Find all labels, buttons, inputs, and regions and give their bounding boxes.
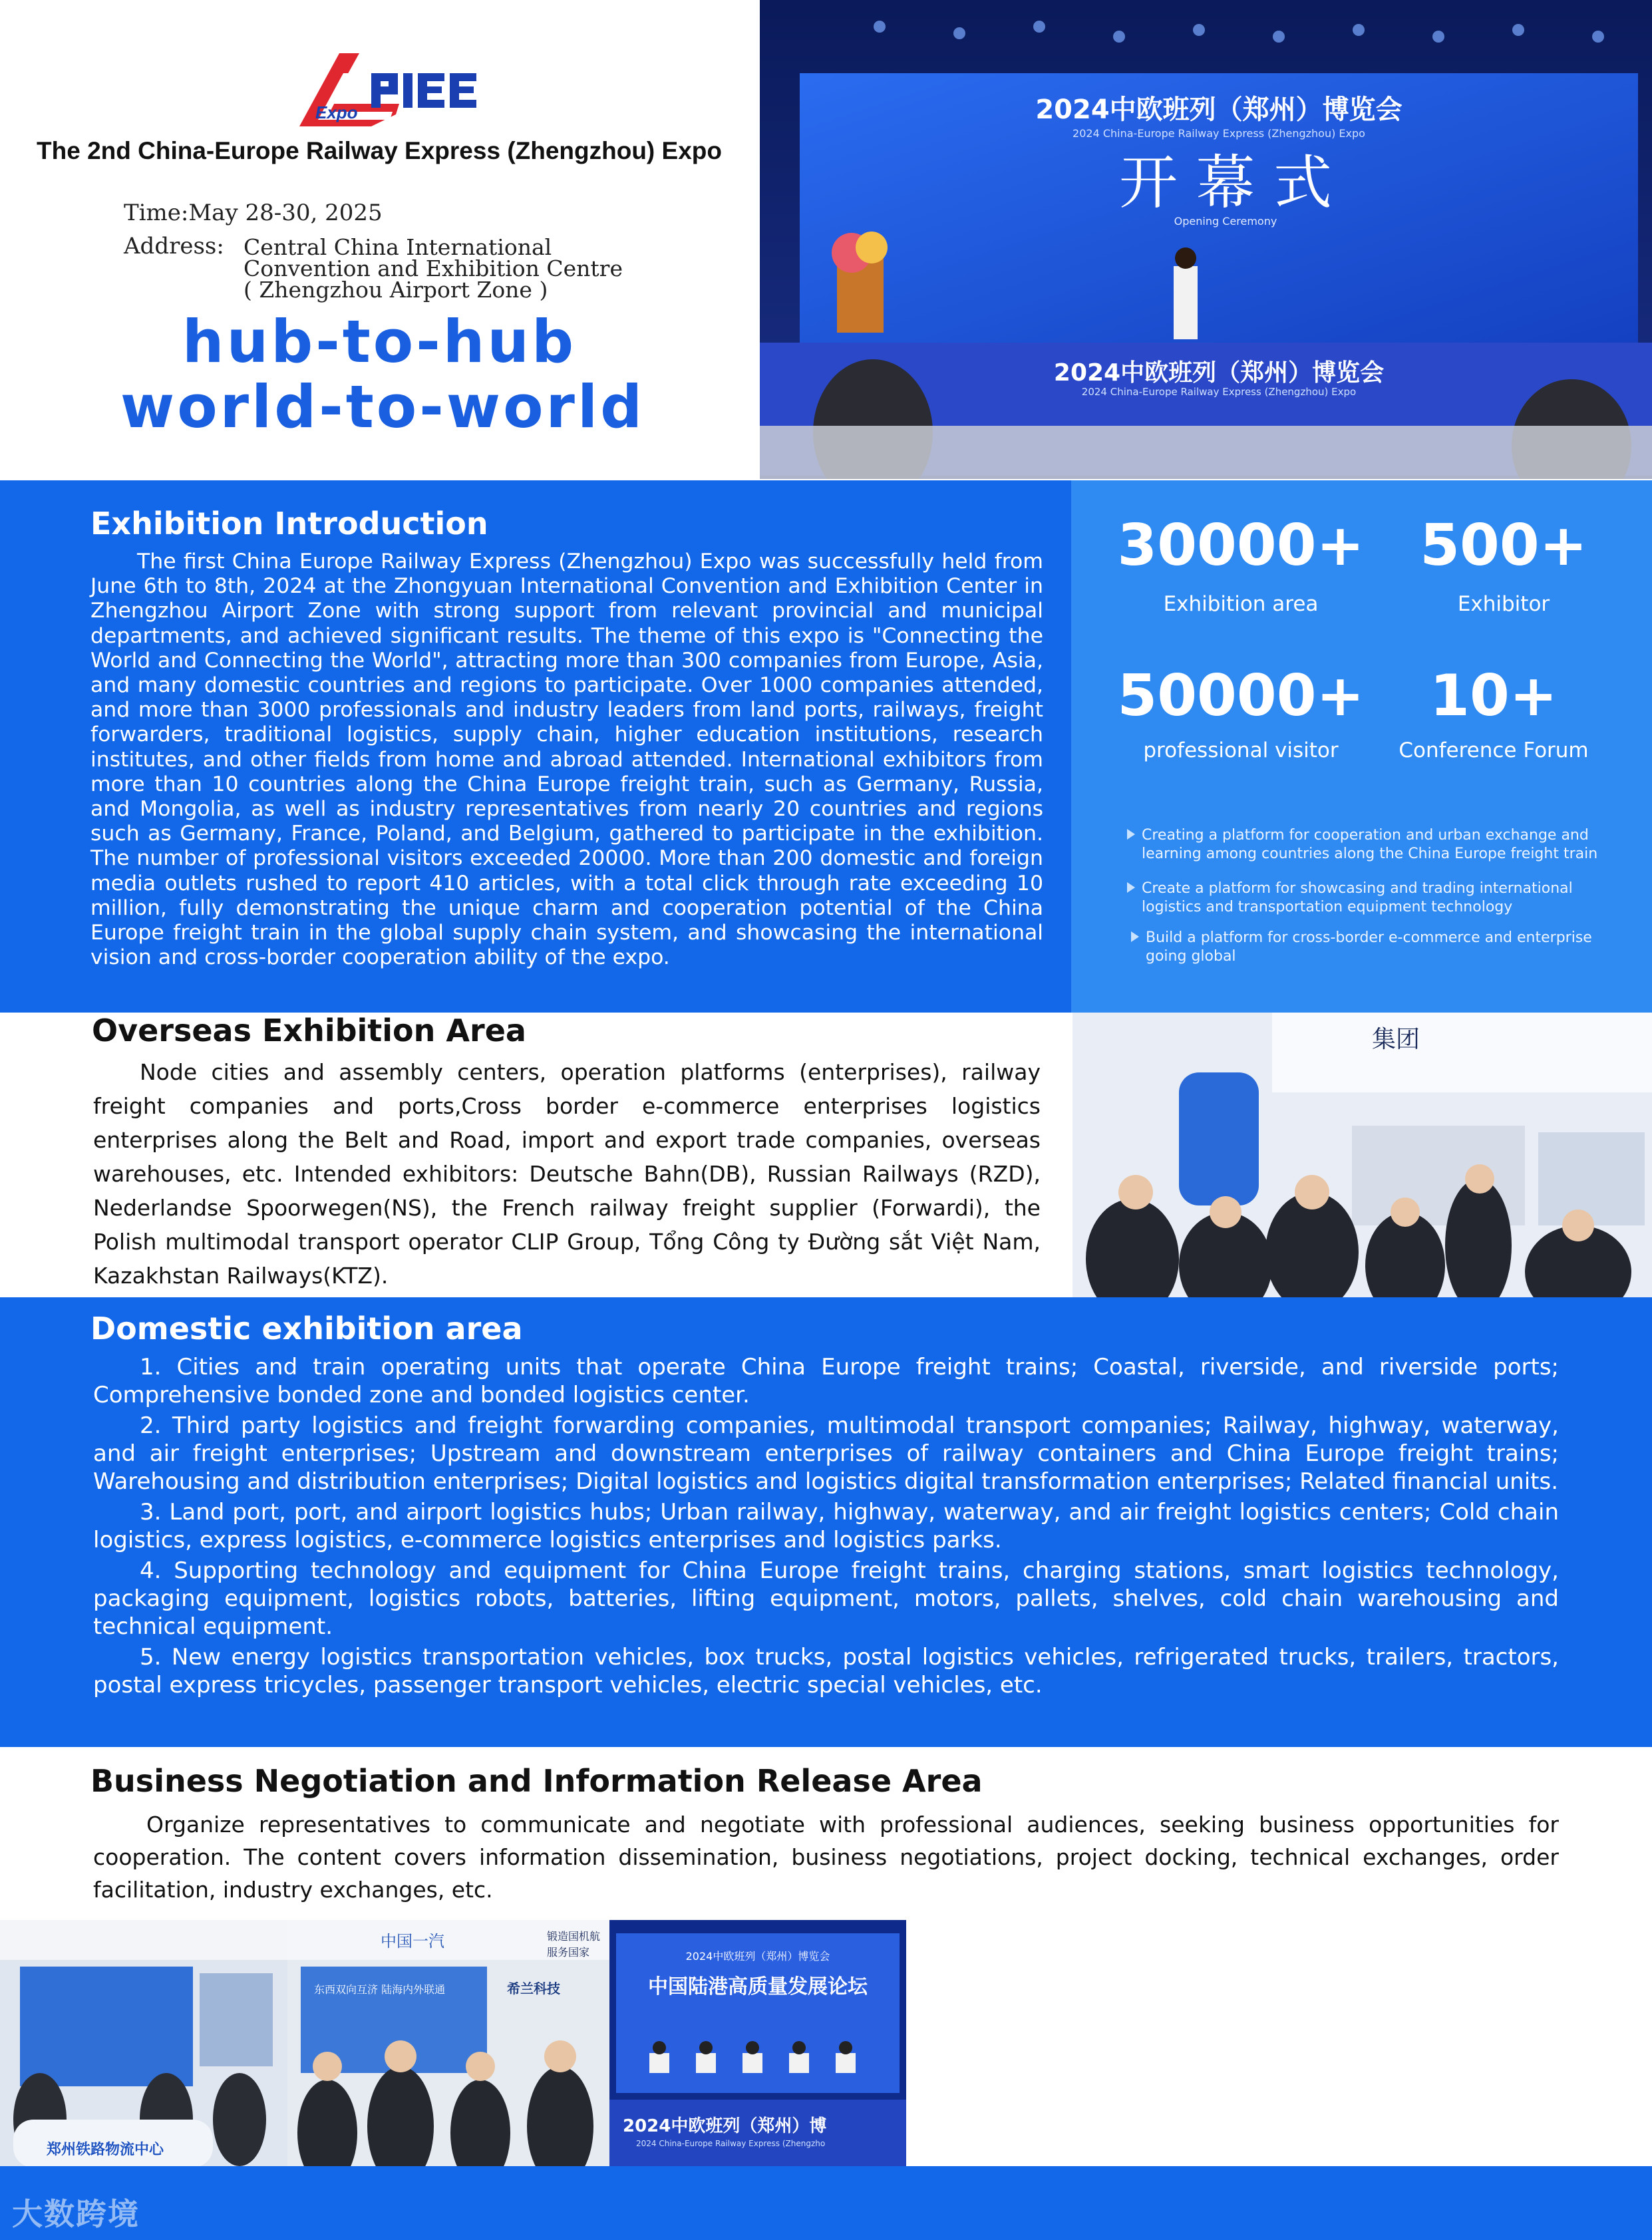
address-line-2: Convention and Exhibition Centre [244, 255, 623, 281]
domestic-item: 2. Third party logistics and freight forwarding companies, multimodal transport companies; Railway, highway, waterway, and air freight enterprises; Upstream and downstream enterprises of railway containers and China Europe freight trains; Warehousing and distribution enterprises; Digital logistics and logistics digital transformation enterprises; Related financial units. [93, 1412, 1559, 1495]
footer-bar [0, 2166, 1652, 2240]
stage-banner-subtitle: 2024 China-Europe Railway Express (Zhengzhou) Expo [1081, 386, 1357, 398]
stat-exhibitor-label: Exhibitor [1457, 592, 1550, 616]
triangle-bullet-icon [1131, 931, 1139, 942]
screen-ceremony-en: Opening Ceremony [1174, 215, 1277, 228]
domestic-item: 1. Cities and train operating units that operate China Europe freight trains; Coastal, riverside, and riverside ports; Comprehensive bonded zone and bonded logistics center. [93, 1354, 1559, 1408]
expo-title: The 2nd China-Europe Railway Express (Zhengzhou) Expo [37, 137, 722, 164]
sign-forge: 锻造国机航 [547, 1930, 601, 1943]
domestic-item: 5. New energy logistics transportation vehicles, box trucks, postal logistics vehicles, refrigerated trucks, trailers, tractors, postal express tricycles, passenger transport vehicles, electric special vehicles, etc. [93, 1644, 1559, 1698]
opening-ceremony-photo [760, 0, 1652, 479]
stat-forum-value: 10+ [1430, 663, 1558, 729]
stat-visitor-value: 50000+ [1117, 663, 1365, 729]
bullet-item [1146, 929, 1625, 966]
slogan-line-2: world-to-world [120, 373, 645, 441]
screen-banner-subtitle: 2024 China-Europe Railway Express (Zhengzhou) Expo [1073, 127, 1365, 140]
booth-photo-rail-logistics [0, 1920, 287, 2167]
booth-photo-visitors [287, 1920, 609, 2167]
expo-time: Time:May 28-30, 2025 [124, 200, 383, 226]
watermark-brand: 大数跨境 [12, 2196, 140, 2232]
bullet-text: Create a platform for showcasing and trading international logistics and transportation equipment technology [1142, 880, 1573, 915]
cree-logo [293, 48, 506, 134]
overseas-booth-photo [1073, 1013, 1652, 1297]
address-label: Address: [124, 233, 224, 259]
bullet-text: Build a platform for cross-border e-commerce and enterprise going global [1146, 929, 1592, 965]
triangle-bullet-icon [1127, 882, 1135, 893]
domestic-title: Domestic exhibition area [90, 1311, 523, 1347]
bullet-item [1142, 880, 1621, 917]
rail-center-sign: 郑州铁路物流中心 [47, 2142, 164, 2158]
sign-serve: 服务国家 [547, 1946, 590, 1959]
screen-big-chars: 开 幕 式 [1119, 148, 1332, 217]
company-sign: 希兰科技 [507, 1981, 560, 1997]
domestic-item: 3. Land port, port, and airport logistics hubs; Urban railway, highway, waterway, and air freight logistics centers; Cold chain logistics, express logistics, e-commerce logistics enterprises and logistics parks. [93, 1499, 1559, 1553]
overseas-body: Node cities and assembly centers, operation platforms (enterprises), railway freight companies and ports,Cross border e-commerce enterprises logistics enterprises along the Belt and Road, import and export trade companies, overseas warehouses, etc. Intended exhibitors: Deutsche Bahn(DB), Russian Railways (RZD), Nederlandse Spoorwegen(NS), the French railway freight supplier (Forwardi), the Polish multimodal transport operator CLIP Group, Tổng Công ty Đường sắt Việt Nam, Kazakhstan Railways(KTZ). [93, 1059, 1041, 1289]
booth-sign: 集团 [1372, 1026, 1420, 1053]
domestic-item: 4. Supporting technology and equipment for China Europe freight trains, charging stations, smart logistics technology, packaging equipment, logistics robots, batteries, lifting equipment, motors, pallets, shelves, cold chain warehousing and technical equipment. [93, 1557, 1559, 1640]
intro-title: Exhibition Introduction [90, 506, 488, 542]
business-body: Organize representatives to communicate and negotiate with professional audiences, seeking business opportunities for cooperation. The content covers information dissemination, business negotiations, project docking, technical exchanges, order facilitation, industry exchanges, etc. [93, 1812, 1559, 1903]
address-line-3: ( Zhengzhou Airport Zone ) [244, 277, 548, 303]
forum-header: 2024中欧班列（郑州）博览会 [685, 1950, 830, 1963]
slogan-line-1: hub-to-hub [182, 307, 577, 376]
bullet-item [1142, 826, 1621, 864]
overseas-title: Overseas Exhibition Area [92, 1013, 526, 1048]
stage-banner-title: 2024中欧班列（郑州）博览会 [1053, 359, 1385, 387]
forum-stage-photo [609, 1920, 906, 2167]
screen-banner-title: 2024中欧班列（郑州）博览会 [1035, 94, 1403, 125]
triangle-bullet-icon [1127, 829, 1135, 840]
faw-sign: 中国一汽 [381, 1932, 444, 1951]
logo-expo-text: Expo [315, 102, 358, 122]
address-line-1: Central China International [244, 234, 552, 260]
stat-forum-label: Conference Forum [1399, 738, 1589, 762]
stat-exhibitor-value: 500+ [1420, 512, 1587, 579]
stat-exhibition-area-value: 30000+ [1117, 512, 1365, 579]
bullet-text: Creating a platform for cooperation and urban exchange and learning among countries along the China Europe freight train [1142, 827, 1598, 862]
forum-banner: 2024中欧班列（郑州）博 [623, 2116, 827, 2136]
stat-exhibition-area-label: Exhibition area [1163, 592, 1319, 616]
forum-banner-sub: 2024 China-Europe Railway Express (Zhengzho [636, 2139, 826, 2148]
forum-title: 中国陆港高质量发展论坛 [648, 1975, 868, 1999]
booth-slogan: 东西双向互济 陆海内外联通 [314, 1983, 446, 1996]
domestic-list [93, 1353, 1559, 1702]
business-title: Business Negotiation and Information Release Area [90, 1763, 983, 1799]
intro-body: The first China Europe Railway Express (Zhengzhou) Expo was successfully held from June 6th to 8th, 2024 at the Zhongyuan International Convention and Exhibition Center in Zhengzhou Airport Zone with strong support from relevant provincial and municipal departments, and achieved significant results. The theme of this expo is "Connecting the World and Connecting the World", attracting more than 300 companies from Europe, Asia, and many domestic countries and regions to participate. Over 1000 companies attended, and more than 3000 professionals and industry leaders from land ports, railways, freight forwarders, traditional logistics, supply chain, higher education institutions, research institutes, and other fields from home and abroad attended. International exhibitors from more than 10 countries along the China Europe freight train, such as Germany, Russia, and Mongolia, as well as industry representatives from nearly 20 countries and regions such as Germany, France, Poland, and Belgium, gathered to participate in the exhibition. The number of professional visitors exceeded 20000. More than 200 domestic and foreign media outlets rushed to report 410 articles, with a total click through rate exceeding 10 million, fully demonstrating the unique charm and cooperation potential of the China Europe freight train in the global supply chain system, and showcasing the international vision and cross-border cooperation ability of the expo. [90, 550, 1043, 970]
stat-visitor-label: professional visitor [1143, 738, 1339, 762]
